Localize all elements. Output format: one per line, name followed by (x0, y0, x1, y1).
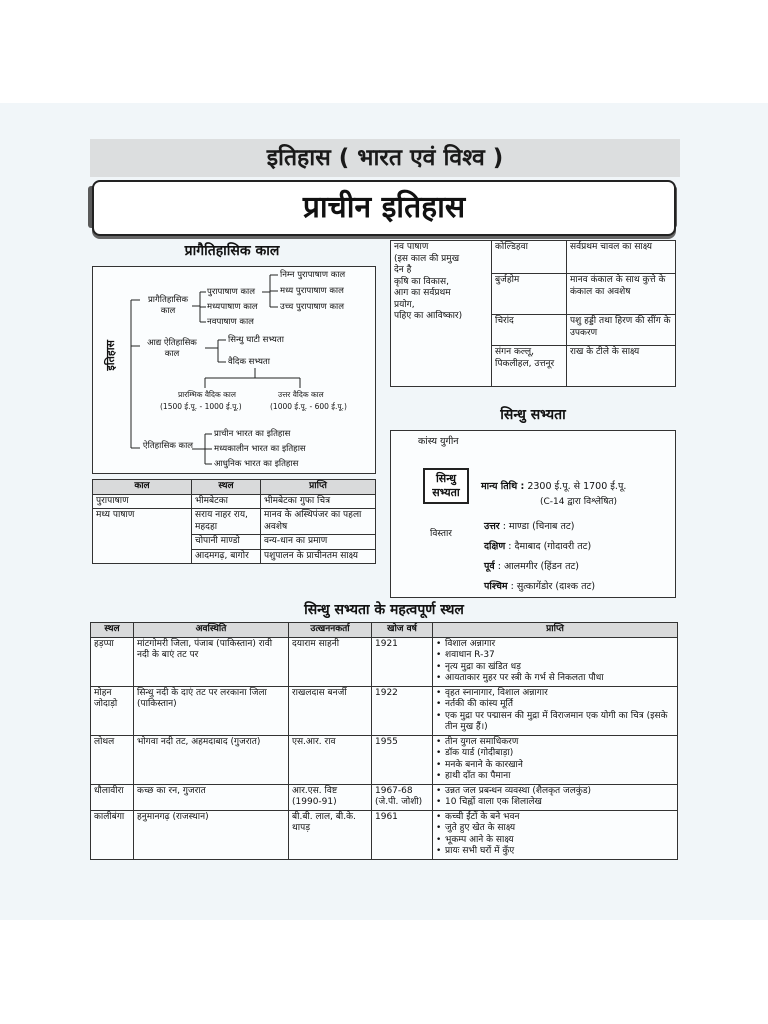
tree-nava: नवपाषाण काल (207, 317, 254, 327)
cell: सर्वप्रथम चावल का साक्ष्य (567, 241, 676, 274)
indus-date-label: मान्य तिथि : (481, 481, 525, 492)
tree-middle-pura: मध्य पुरापाषाण काल (280, 286, 344, 296)
site-name: धौलावीरा (91, 784, 134, 810)
cell: संगन कल्लू, पिकलीहल, उत्तनूर (492, 346, 567, 387)
site-finds: • विशाल अन्नागार • शवाधान R-37 • नृत्य मुद्रा का खंडित धड़ • आयताकार मुहर पर स्त्री के गर्भ से निकलता पौधा (433, 637, 678, 686)
site-year: 1922 (372, 686, 433, 735)
book-title: इतिहास ( भारत एवं विश्व ) (266, 145, 504, 171)
site-year: 1967-68 (जे.पी. जोशी) (372, 784, 433, 810)
chapter-title: प्राचीन इतिहास (302, 190, 466, 225)
tree-early-vedic-dates: (1500 ई.पू. - 1000 ई.पू.) (160, 402, 242, 411)
table-row (91, 637, 678, 686)
col-header: स्थल (192, 480, 261, 495)
site-name: हड़प्पा (91, 637, 134, 686)
neolithic-intro: नव पाषाण (इस काल की प्रमुख देन है कृषि का विकास, आग का सर्वप्रथम प्रयोग, पहिए का आविष्कार) (391, 241, 492, 387)
col-header: स्थल (91, 623, 134, 638)
cell: भीमबेटका (192, 494, 261, 509)
cell: मानव के अस्थिपंजर का पहला अवशेष (261, 509, 376, 535)
cell: चोपानी माण्डो (192, 535, 261, 550)
cell: पुरापाषाण (93, 494, 192, 509)
indus-date-value: 2300 ई.पू. से 1700 ई.पू. (527, 481, 627, 492)
site-location: भोगवा नदी तट, अहमदाबाद (गुजरात) (134, 735, 289, 784)
site-finds: • उन्नत जल प्रबन्धन व्यवस्था (शैलकृत जलकुंड) • 10 चिह्नों वाला एक शिलालेख (433, 784, 678, 810)
col-header: अवस्थिति (134, 623, 289, 638)
cell: भीमबेटका गुफा चित्र (261, 494, 376, 509)
tree-prehistoric: प्रागैतिहासिक काल (147, 295, 189, 316)
site-excavator: आर.एस. विष्ट (1990-91) (289, 784, 372, 810)
tree-medieval-india: मध्यकालीन भारत का इतिहास (214, 444, 306, 454)
indus-west: पश्चिम : सुत्कागेंडोर (दाश्क तट) (484, 581, 596, 592)
indus-spread: विस्तार (430, 529, 452, 539)
indus-bronze: कांस्य युगीन (418, 436, 459, 447)
cell: वन्य-धान का प्रमाण (261, 535, 376, 550)
table-row (91, 784, 678, 810)
tree-historical: ऐतिहासिक काल (142, 441, 194, 451)
site-year: 1961 (372, 810, 433, 859)
period-table (92, 479, 376, 564)
sites-table (90, 622, 678, 860)
indus-north: उत्तर : माण्डा (चिनाब तट) (484, 521, 575, 532)
site-excavator: राखलदास बनर्जी (289, 686, 372, 735)
table-row (91, 810, 678, 859)
site-finds: • तीन युगल समाधिकरण • डॉक यार्ड (गोदीबाड़ा) • मनके बनाने के कारखाने • हाथी दाँत का पैमाना (433, 735, 678, 784)
table-row (93, 494, 376, 509)
col-header: प्राप्ति (261, 480, 376, 495)
sites-heading: सिन्धु सभ्यता के महत्वपूर्ण स्थल (304, 602, 464, 618)
tree-vedic: वैदिक सभ्यता (228, 357, 270, 367)
tree-pura: पुरापाषाण काल (207, 287, 255, 297)
indus-south: दक्षिण : दैमाबाद (गोदावरी तट) (484, 541, 592, 552)
tree-root: इतिहास (104, 340, 117, 371)
site-finds: • कच्ची ईंटों के बने भवन • जुते हुए खेत के साक्ष्य • भूकम्प आने के साक्ष्य • प्रायः सभी घरों में कुँए (433, 810, 678, 859)
site-excavator: दयाराम साहनी (289, 637, 372, 686)
tree-indus: सिन्धु घाटी सभ्यता (228, 335, 284, 345)
prehistory-heading: प्रागैतिहासिक काल (184, 243, 280, 259)
col-header: उत्खननकर्ता (289, 623, 372, 638)
table-row (91, 686, 678, 735)
cell: कोल्डिहवा (492, 241, 567, 274)
col-header: प्राप्ति (433, 623, 678, 638)
indus-date-note: (C-14 द्वारा विश्लेषित) (540, 497, 618, 507)
tree-upper-pura: उच्च पुरापाषाण काल (280, 302, 344, 312)
tree-proto: आद्य ऐतिहासिक काल (147, 338, 197, 359)
cell: मानव कंकाल के साथ कुत्ते के कंकाल का अवशेष (567, 274, 676, 315)
site-year: 1921 (372, 637, 433, 686)
indus-date (481, 481, 626, 492)
site-location: सिन्धु नदी के दाएं तट पर लरकाना जिला (पाकिस्तान) (134, 686, 289, 735)
site-name: मोहन जोदाड़ो (91, 686, 134, 735)
tree-later-vedic: उत्तर वैदिक काल (278, 390, 324, 399)
site-year: 1955 (372, 735, 433, 784)
cell: पशु हड्डी तथा हिरण की सींग के उपकरण (567, 315, 676, 346)
site-excavator: एस.आर. राव (289, 735, 372, 784)
neolithic-table (390, 240, 676, 387)
col-header: खोज वर्ष (372, 623, 433, 638)
site-location: मांटगोमरी जिला, पंजाब (पाकिस्तान) रावी नदी के बाएं तट पर (134, 637, 289, 686)
tree-early-vedic: प्रारम्भिक वैदिक काल (178, 390, 236, 399)
cell: बुर्जहोम (492, 274, 567, 315)
tree-lower-pura: निम्न पुरापाषाण काल (280, 270, 346, 280)
cell: चिरांद (492, 315, 567, 346)
cell: मध्य पाषाण (93, 509, 192, 564)
site-location: हनुमानगढ़ (राजस्थान) (134, 810, 289, 859)
table-row (91, 735, 678, 784)
site-location: कच्छ का रन, गुजरात (134, 784, 289, 810)
col-header: काल (93, 480, 192, 495)
indus-core: सिन्धु सभ्यता (423, 468, 469, 504)
tree-modern-india: आधुनिक भारत का इतिहास (214, 459, 299, 469)
tree-ancient-india: प्राचीन भारत का इतिहास (214, 429, 291, 439)
site-excavator: बी.बी. लाल, बी.के. थापड़ (289, 810, 372, 859)
cell: राख के टीले के साक्ष्य (567, 346, 676, 387)
indus-east: पूर्व : आलमगीर (हिंडन तट) (484, 561, 579, 572)
cell: सराय नाहर राय, महदहा (192, 509, 261, 535)
indus-diagram (390, 430, 676, 598)
table-row (93, 509, 376, 535)
tree-madhya: मध्यपाषाण काल (207, 302, 258, 312)
tree-later-vedic-dates: (1000 ई.पू. - 600 ई.पू.) (270, 402, 347, 411)
cell: आदमगढ़, बागोर (192, 549, 261, 564)
site-finds: • वृहत स्नानागार, विशाल अन्नागार • नर्तकी की कांस्य मूर्ति • एक मुद्रा पर पद्मासन की मुद्रा में विराजमान एक योगी का चित्र (इसके तीन मुख हैं।) (433, 686, 678, 735)
cell: पशुपालन के प्राचीनतम साक्ष्य (261, 549, 376, 564)
site-name: कालीबंगा (91, 810, 134, 859)
site-name: लोथल (91, 735, 134, 784)
table-row (391, 241, 676, 274)
indus-heading: सिन्धु सभ्यता (500, 407, 566, 423)
